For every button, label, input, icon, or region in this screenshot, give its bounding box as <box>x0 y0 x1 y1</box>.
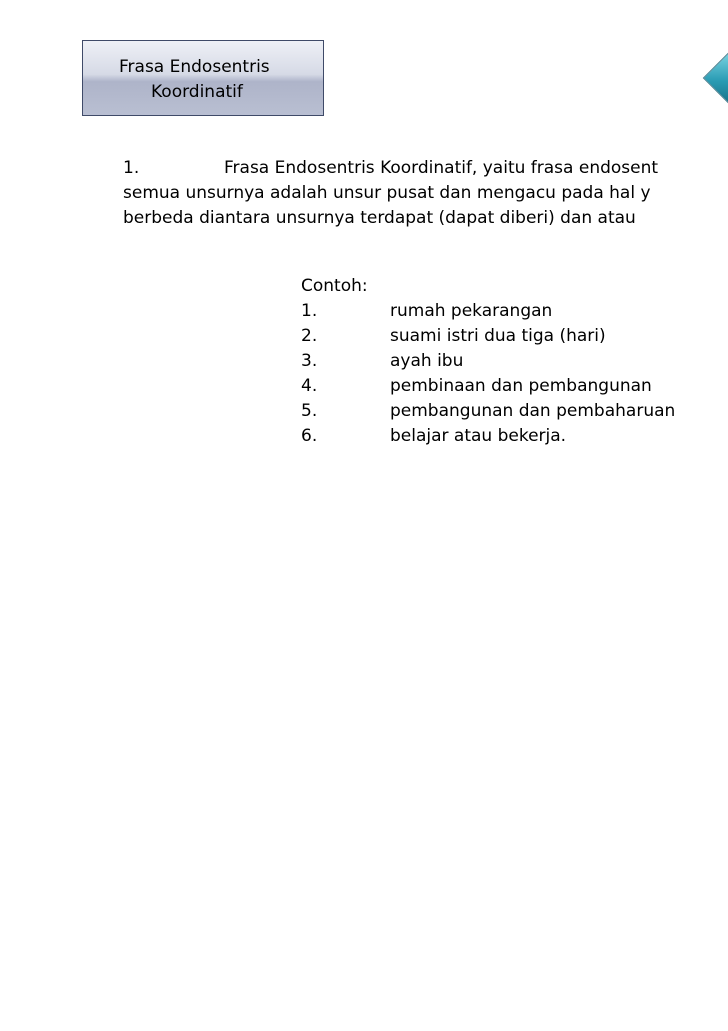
examples-heading-row <box>301 274 675 299</box>
title-line-1: Frasa Endosentris <box>119 57 270 77</box>
list-item <box>301 399 675 424</box>
list-item-text: suami istri dua tiga (hari) <box>390 326 606 346</box>
slide-title-box <box>82 40 324 116</box>
examples-heading: Contoh: <box>301 276 368 296</box>
paragraph-line-1-text: Frasa Endosentris Koordinatif, yaitu frasa endosent <box>224 158 659 178</box>
definition-paragraph <box>123 156 728 231</box>
list-item <box>301 424 675 449</box>
list-item <box>301 374 675 399</box>
list-item <box>301 299 675 324</box>
list-item-text: ayah ibu <box>390 351 464 371</box>
paragraph-line-3: berbeda diantara unsurnya terdapat (dapat diberi) dan atau <box>123 208 636 228</box>
paragraph-number: 1. <box>123 158 140 178</box>
list-item-text: belajar atau bekerja. <box>390 426 567 446</box>
paragraph-line-1 <box>123 156 728 181</box>
list-item-number: 3. <box>301 351 318 371</box>
list-item-number: 6. <box>301 426 318 446</box>
title-line-2: Koordinatif <box>151 82 243 102</box>
list-item-number: 1. <box>301 301 318 321</box>
list-item-text: pembangunan dan pembaharuan <box>390 401 676 421</box>
list-item <box>301 324 675 349</box>
paragraph-line-2: semua unsurnya adalah unsur pusat dan mengacu pada hal y <box>123 183 651 203</box>
list-item-text: pembinaan dan pembangunan <box>390 376 652 396</box>
list-item-number: 4. <box>301 376 318 396</box>
diamond-nav-icon[interactable] <box>703 50 728 107</box>
list-item-number: 2. <box>301 326 318 346</box>
list-item-text: rumah pekarangan <box>390 301 553 321</box>
list-item-number: 5. <box>301 401 318 421</box>
examples-list <box>301 274 675 449</box>
list-item <box>301 349 675 374</box>
